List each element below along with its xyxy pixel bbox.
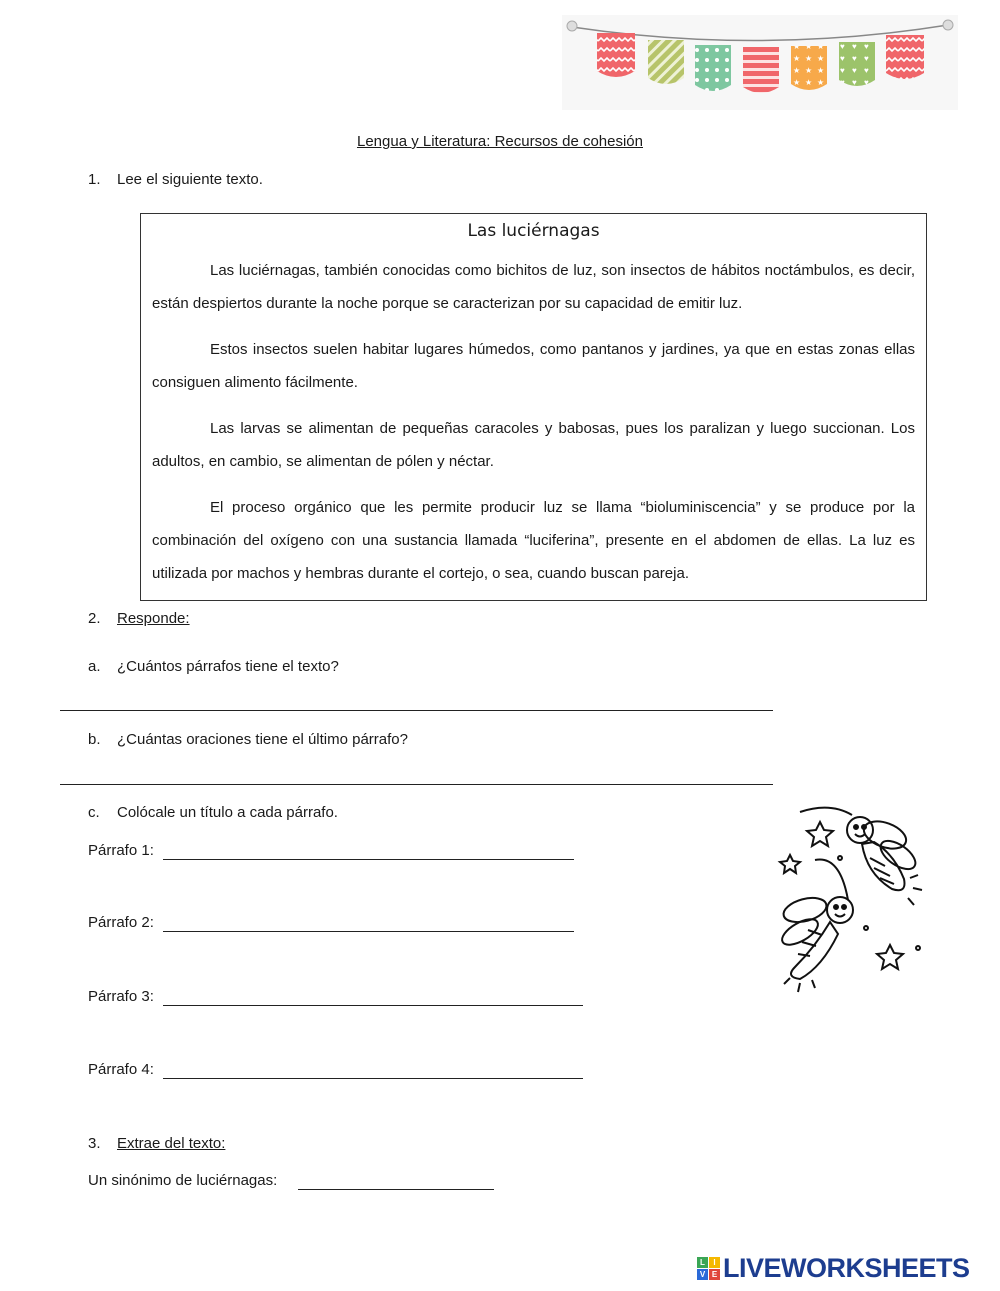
parrafo-2-answer-line[interactable] — [163, 931, 574, 932]
q2b-answer-line[interactable] — [60, 784, 773, 785]
bunting-garland-image — [562, 15, 958, 110]
parrafo-1-answer-line[interactable] — [163, 859, 574, 860]
q2c-letter: c. — [88, 804, 100, 821]
q2a-letter: a. — [88, 658, 101, 675]
parrafo-4-label: Párrafo 4: — [88, 1061, 154, 1078]
fireflies-illustration — [770, 800, 935, 1000]
reading-paragraph-1: Las luciérnagas, también conocidas como bichitos de luz, son insectos de hábitos noctámbulos, es decir, están despiertos durante la noche porque se caracterizan por su capacidad de emitir luz. — [152, 262, 915, 312]
q2b-question: ¿Cuántas oraciones tiene el último párrafo? — [117, 731, 408, 748]
q2-number: 2. — [88, 610, 101, 627]
reading-paragraph-3: Las larvas se alimentan de pequeñas caracoles y babosas, pues los paralizan y luego succionan. Los adultos, en cambio, se alimentan de pólen y néctar. — [152, 420, 915, 470]
logo-badge-icon: L I V E — [697, 1257, 720, 1280]
parrafo-2-label: Párrafo 2: — [88, 914, 154, 931]
q2-heading: Responde: — [117, 610, 190, 627]
reading-text-box — [140, 213, 927, 601]
q3-number: 3. — [88, 1135, 101, 1152]
reading-title: Las luciérnagas — [467, 221, 600, 241]
logo-text: LIVEWORKSHEETS — [723, 1253, 970, 1283]
q2a-answer-line[interactable] — [60, 710, 773, 711]
q1-number: 1. — [88, 171, 101, 188]
parrafo-1-label: Párrafo 1: — [88, 842, 154, 859]
parrafo-3-label: Párrafo 3: — [88, 988, 154, 1005]
q2b-letter: b. — [88, 731, 101, 748]
reading-paragraph-2: Estos insectos suelen habitar lugares húmedos, como pantanos y jardines, ya que en estas zonas ellas consiguen alimento fácilmente. — [152, 341, 915, 391]
q2c-question: Colócale un título a cada párrafo. — [117, 804, 338, 821]
parrafo-4-answer-line[interactable] — [163, 1078, 583, 1079]
worksheet-title: Lengua y Literatura: Recursos de cohesión — [356, 133, 643, 150]
q2a-question: ¿Cuántos párrafos tiene el texto? — [117, 658, 339, 675]
q3-sinonimo-label: Un sinónimo de luciérnagas: — [88, 1172, 278, 1189]
q1-text: Lee el siguiente texto. — [117, 171, 263, 188]
q3-heading: Extrae del texto: — [117, 1135, 226, 1152]
reading-paragraph-4: El proceso orgánico que les permite producir luz se llama “bioluminiscencia” y se produce por la combinación del oxígeno con una sustancia llamada “luciferina”, presente en el abdomen de ellas. La luz es utilizada por machos y hembras durante el cortejo, o sea, cuando buscan pareja. — [152, 499, 915, 582]
parrafo-3-answer-line[interactable] — [163, 1005, 583, 1006]
liveworksheets-logo — [697, 1253, 970, 1284]
q3-sinonimo-answer-line[interactable] — [298, 1189, 494, 1190]
